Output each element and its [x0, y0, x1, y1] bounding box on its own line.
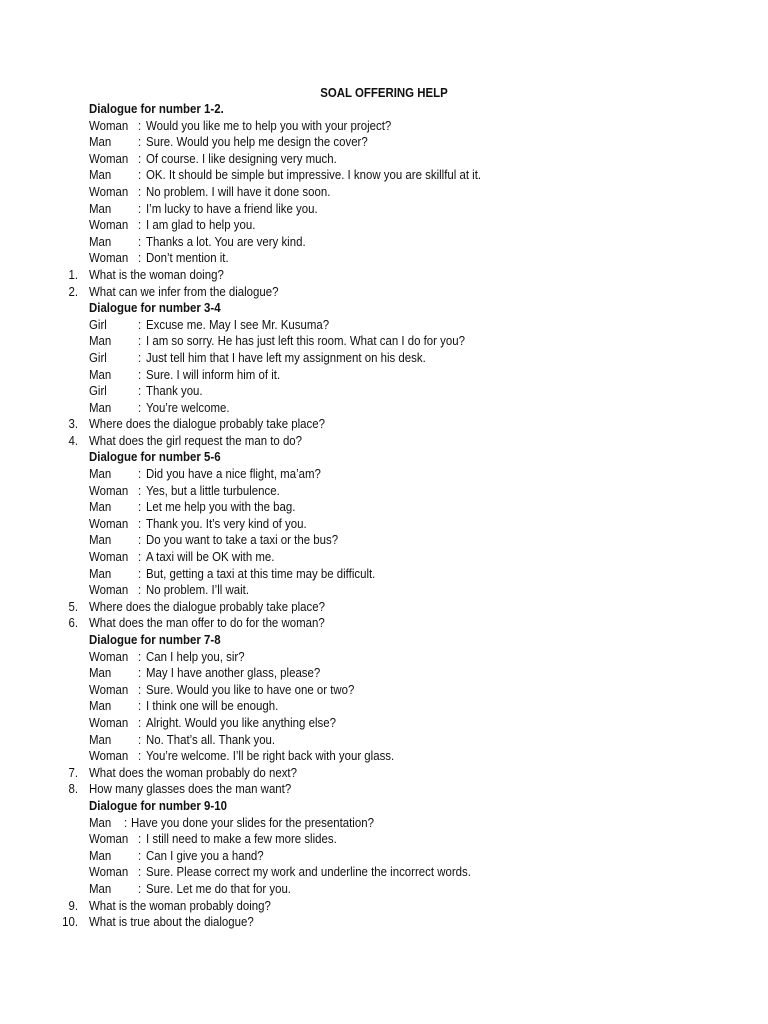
question-number: 9.: [68, 897, 78, 913]
speaker-separator: :: [138, 549, 142, 565]
dialogue-heading: [0, 300, 768, 317]
speaker-name: Woman: [89, 150, 129, 166]
dialogue-text: May I have another glass, please?: [146, 665, 321, 681]
dialogue-line: [0, 333, 768, 350]
dialogue-line: [0, 201, 768, 218]
dialogue-text: Sure. I will inform him of it.: [146, 366, 281, 382]
speaker-separator: :: [138, 217, 142, 233]
dialogue-text: You’re welcome. I’ll be right back with your glass.: [146, 748, 395, 764]
speaker-separator: :: [138, 731, 142, 747]
dialogue-text: Thank you. It’s very kind of you.: [146, 515, 307, 531]
dialogue-text: Just tell him that I have left my assignment on his desk.: [146, 349, 426, 365]
question-item: [0, 267, 768, 284]
question-item: [0, 416, 768, 433]
dialogue-text: No. That’s all. Thank you.: [146, 731, 276, 747]
speaker-name: Woman: [89, 217, 129, 233]
speaker-name: Girl: [89, 316, 107, 332]
question-item: [0, 599, 768, 616]
speaker-name: Man: [89, 814, 112, 830]
dialogue-line: [0, 881, 768, 898]
question-text: Where does the dialogue probably take place?: [89, 598, 325, 614]
dialogue-text: Would you like me to help you with your project?: [146, 117, 392, 133]
dialogue-text: Yes, but a little turbulence.: [146, 482, 280, 498]
dialogue-line: [0, 184, 768, 201]
speaker-separator: :: [138, 582, 142, 598]
speaker-separator: :: [138, 864, 142, 880]
dialogue-text: Alright. Would you like anything else?: [146, 714, 336, 730]
speaker-name: Man: [89, 880, 112, 896]
speaker-name: Man: [89, 731, 112, 747]
speaker-name: Girl: [89, 349, 107, 365]
dialogue-heading-text: Dialogue for number 3-4: [89, 300, 221, 316]
speaker-separator: :: [138, 383, 142, 399]
speaker-separator: :: [138, 349, 142, 365]
speaker-separator: :: [138, 499, 142, 515]
speaker-name: Man: [89, 466, 112, 482]
dialogue-text: Sure. Would you help me design the cover?: [146, 134, 368, 150]
dialogue-heading: [0, 798, 768, 815]
dialogue-heading-text: Dialogue for number 9-10: [89, 797, 227, 813]
dialogue-heading: [0, 101, 768, 118]
question-text: Where does the dialogue probably take place?: [89, 416, 325, 432]
question-text: What is the woman probably doing?: [89, 897, 271, 913]
dialogue-heading-text: Dialogue for number 7-8: [89, 632, 221, 647]
question-text: What does the girl request the man to do?: [89, 432, 303, 448]
speaker-separator: :: [138, 250, 142, 266]
dialogue-line: [0, 483, 768, 500]
dialogue-text: Sure. Please correct my work and underline the incorrect words.: [146, 864, 471, 880]
dialogue-text: You’re welcome.: [146, 399, 230, 415]
speaker-name: Woman: [89, 250, 129, 266]
speaker-separator: :: [138, 515, 142, 531]
question-number: 1.: [68, 266, 78, 282]
speaker-separator: :: [138, 183, 142, 199]
dialogue-text: I think one will be enough.: [146, 698, 279, 714]
speaker-name: Woman: [89, 714, 129, 730]
document-body: [0, 101, 768, 931]
speaker-name: Man: [89, 134, 112, 150]
dialogue-line: [0, 549, 768, 566]
dialogue-line: [0, 698, 768, 715]
dialogue-line: [0, 350, 768, 367]
question-number: 6.: [68, 615, 78, 631]
dialogue-line: [0, 532, 768, 549]
dialogue-text: No problem. I’ll wait.: [146, 582, 250, 598]
dialogue-line: [0, 118, 768, 135]
speaker-name: Woman: [89, 864, 129, 880]
question-number: 4.: [68, 432, 78, 448]
dialogue-line: [0, 234, 768, 251]
question-number: 7.: [68, 764, 78, 780]
speaker-name: Girl: [89, 383, 107, 399]
question-text: What can we infer from the dialogue?: [89, 283, 279, 299]
dialogue-text: Excuse me. May I see Mr. Kusuma?: [146, 316, 330, 332]
speaker-name: Woman: [89, 748, 129, 764]
question-text: What is true about the dialogue?: [89, 914, 254, 930]
dialogue-text: Can I give you a hand?: [146, 847, 264, 863]
question-item: [0, 615, 768, 632]
speaker-separator: :: [138, 233, 142, 249]
speaker-name: Woman: [89, 482, 129, 498]
dialogue-heading-text: Dialogue for number 5-6: [89, 449, 221, 465]
dialogue-heading: [0, 632, 768, 649]
speaker-name: Man: [89, 333, 112, 349]
dialogue-line: [0, 649, 768, 666]
dialogue-text: Do you want to take a taxi or the bus?: [146, 532, 339, 548]
speaker-separator: :: [138, 532, 142, 548]
speaker-separator: :: [138, 333, 142, 349]
speaker-separator: :: [138, 847, 142, 863]
speaker-separator: :: [138, 399, 142, 415]
speaker-separator: :: [138, 150, 142, 166]
question-number: 8.: [68, 781, 78, 797]
dialogue-text: I still need to make a few more slides.: [146, 831, 337, 847]
question-number: 10.: [62, 914, 78, 930]
dialogue-line: [0, 317, 768, 334]
speaker-name: Woman: [89, 515, 129, 531]
speaker-separator: :: [138, 565, 142, 581]
dialogue-line: [0, 748, 768, 765]
document-title: SOAL OFFERING HELP: [320, 85, 448, 100]
dialogue-text: I am glad to help you.: [146, 217, 256, 233]
speaker-name: Woman: [89, 681, 129, 697]
dialogue-line: [0, 732, 768, 749]
speaker-separator: :: [138, 880, 142, 896]
question-text: What does the woman probably do next?: [89, 764, 297, 780]
dialogue-text: But, getting a taxi at this time may be difficult.: [146, 565, 376, 581]
dialogue-line: [0, 499, 768, 516]
dialogue-line: [0, 400, 768, 417]
speaker-name: Woman: [89, 549, 129, 565]
question-item: [0, 898, 768, 915]
speaker-name: Man: [89, 499, 112, 515]
dialogue-line: [0, 566, 768, 583]
dialogue-line: [0, 466, 768, 483]
speaker-separator: :: [138, 748, 142, 764]
speaker-separator: :: [138, 316, 142, 332]
speaker-name: Man: [89, 565, 112, 581]
dialogue-line: [0, 151, 768, 168]
dialogue-text: Sure. Let me do that for you.: [146, 880, 291, 896]
speaker-name: Man: [89, 200, 112, 216]
speaker-separator: :: [138, 482, 142, 498]
dialogue-line: [0, 848, 768, 865]
dialogue-line: [0, 516, 768, 533]
dialogue-line: [0, 831, 768, 848]
dialogue-text: Did you have a nice flight, ma’am?: [146, 466, 321, 482]
dialogue-text: Thank you.: [146, 383, 203, 399]
question-text: What is the woman doing?: [89, 266, 224, 282]
speaker-separator: :: [138, 681, 142, 697]
question-item: [0, 433, 768, 450]
dialogue-heading-text: Dialogue for number 1-2.: [89, 101, 224, 116]
dialogue-text: Don’t mention it.: [146, 250, 229, 266]
speaker-separator: :: [138, 134, 142, 150]
dialogue-heading: [0, 449, 768, 466]
dialogue-line: [0, 815, 768, 832]
dialogue-line: [0, 167, 768, 184]
speaker-separator: :: [138, 698, 142, 714]
dialogue-text: Have you done your slides for the presentation?: [131, 814, 374, 830]
dialogue-text: Can I help you, sir?: [146, 648, 245, 664]
speaker-name: Woman: [89, 183, 129, 199]
speaker-separator: :: [138, 167, 142, 183]
speaker-separator: :: [138, 831, 142, 847]
question-item: [0, 765, 768, 782]
question-item: [0, 914, 768, 931]
speaker-name: Man: [89, 847, 112, 863]
speaker-separator: :: [138, 665, 142, 681]
dialogue-line: [0, 134, 768, 151]
dialogue-line: [0, 715, 768, 732]
speaker-name: Woman: [89, 117, 129, 133]
dialogue-line: [0, 582, 768, 599]
dialogue-text: Let me help you with the bag.: [146, 499, 296, 515]
speaker-name: Man: [89, 233, 112, 249]
question-number: 5.: [68, 598, 78, 614]
dialogue-text: No problem. I will have it done soon.: [146, 183, 331, 199]
speaker-name: Man: [89, 167, 112, 183]
speaker-separator: :: [138, 366, 142, 382]
dialogue-line: [0, 682, 768, 699]
dialogue-text: Thanks a lot. You are very kind.: [146, 233, 306, 249]
speaker-name: Woman: [89, 831, 129, 847]
dialogue-line: [0, 864, 768, 881]
speaker-separator: :: [124, 814, 128, 830]
question-text: What does the man offer to do for the woman?: [89, 615, 325, 631]
dialogue-line: [0, 250, 768, 267]
speaker-separator: :: [138, 117, 142, 133]
speaker-name: Man: [89, 698, 112, 714]
question-text: How many glasses does the man want?: [89, 781, 292, 797]
speaker-name: Man: [89, 366, 112, 382]
speaker-separator: :: [138, 714, 142, 730]
question-number: 2.: [68, 283, 78, 299]
question-number: 3.: [68, 416, 78, 432]
dialogue-line: [0, 383, 768, 400]
dialogue-text: Sure. Would you like to have one or two?: [146, 681, 355, 697]
speaker-name: Man: [89, 665, 112, 681]
speaker-name: Man: [89, 532, 112, 548]
dialogue-line: [0, 217, 768, 234]
dialogue-text: A taxi will be OK with me.: [146, 549, 275, 565]
dialogue-line: [0, 367, 768, 384]
dialogue-line: [0, 665, 768, 682]
question-item: [0, 284, 768, 301]
speaker-separator: :: [138, 648, 142, 664]
question-item: [0, 781, 768, 798]
dialogue-text: Of course. I like designing very much.: [146, 150, 337, 166]
speaker-separator: :: [138, 466, 142, 482]
speaker-separator: :: [138, 200, 142, 216]
dialogue-text: I’m lucky to have a friend like you.: [146, 200, 318, 216]
speaker-name: Woman: [89, 582, 129, 598]
speaker-name: Woman: [89, 648, 129, 664]
speaker-name: Man: [89, 399, 112, 415]
dialogue-text: I am so sorry. He has just left this room. What can I do for you?: [146, 333, 465, 349]
dialogue-text: OK. It should be simple but impressive. I know you are skillful at it.: [146, 167, 482, 183]
